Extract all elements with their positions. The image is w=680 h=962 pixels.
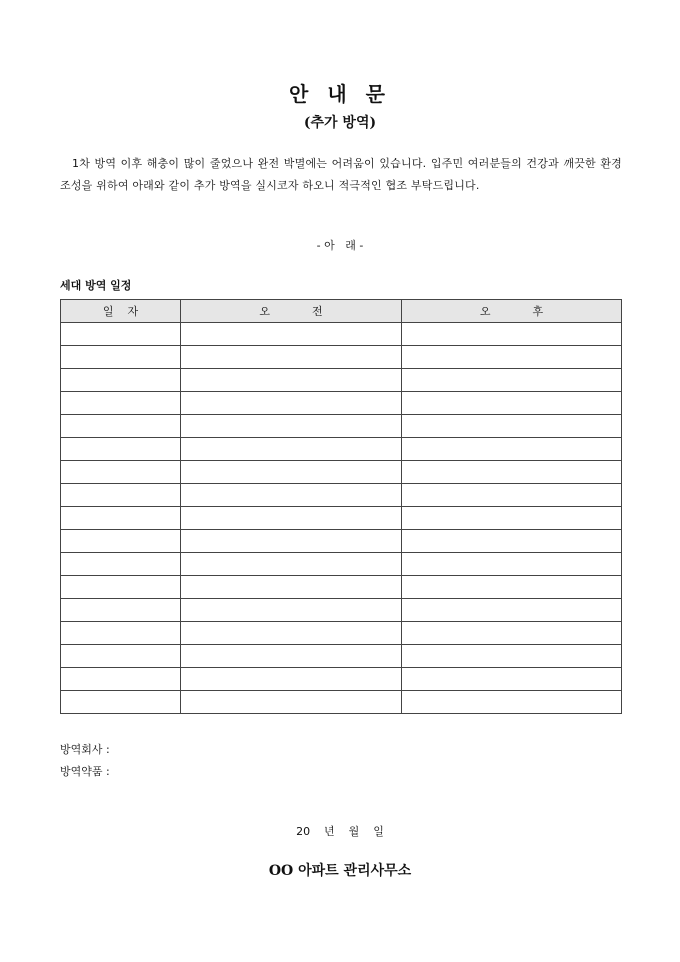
header-date: 일 자 — [61, 300, 181, 323]
cell-morning[interactable] — [181, 530, 402, 553]
arae-heading: - 아 래 - — [316, 239, 364, 252]
table-row — [61, 438, 622, 461]
cell-date[interactable] — [61, 369, 181, 392]
cell-afternoon[interactable] — [402, 576, 622, 599]
date-line: 20 년 월 일 — [296, 825, 384, 838]
table-row — [61, 576, 622, 599]
table-row — [61, 484, 622, 507]
cell-afternoon[interactable] — [402, 461, 622, 484]
cell-afternoon[interactable] — [402, 369, 622, 392]
notice-body: 1차 방역 이후 해충이 많이 줄었으나 완전 박멸에는 어려움이 있습니다. 입주민 여러분들의 건강과 깨끗한 환경 조성을 위하여 아래와 같이 추가 방역을 실시코자 하오니 적극적인 협조 부탁드립니다. — [60, 157, 622, 192]
cell-afternoon[interactable] — [402, 668, 622, 691]
page-subtitle: (추가 방역) — [303, 115, 377, 131]
cell-date[interactable] — [61, 323, 181, 346]
cell-morning[interactable] — [181, 392, 402, 415]
cell-morning[interactable] — [181, 691, 402, 714]
schedule-header-row — [61, 300, 622, 323]
cell-date[interactable] — [61, 461, 181, 484]
cell-afternoon[interactable] — [402, 599, 622, 622]
cell-date[interactable] — [61, 507, 181, 530]
table-row — [61, 622, 622, 645]
cell-date[interactable] — [61, 622, 181, 645]
page-title: 안 내 문 — [289, 82, 391, 106]
cell-afternoon[interactable] — [402, 691, 622, 714]
cell-morning[interactable] — [181, 645, 402, 668]
cell-afternoon[interactable] — [402, 645, 622, 668]
table-row — [61, 507, 622, 530]
cell-afternoon[interactable] — [402, 507, 622, 530]
cell-date[interactable] — [61, 668, 181, 691]
cell-afternoon[interactable] — [402, 392, 622, 415]
cell-morning[interactable] — [181, 369, 402, 392]
cell-morning[interactable] — [181, 668, 402, 691]
cell-afternoon[interactable] — [402, 346, 622, 369]
table-row — [61, 645, 622, 668]
chemical-label: 방역약품 : — [60, 765, 110, 778]
cell-date[interactable] — [61, 553, 181, 576]
schedule-title: 세대 방역 일정 — [60, 279, 132, 292]
cell-date[interactable] — [61, 484, 181, 507]
cell-morning[interactable] — [181, 484, 402, 507]
cell-morning[interactable] — [181, 507, 402, 530]
cell-date[interactable] — [61, 530, 181, 553]
cell-afternoon[interactable] — [402, 484, 622, 507]
cell-morning[interactable] — [181, 346, 402, 369]
cell-date[interactable] — [61, 415, 181, 438]
cell-date[interactable] — [61, 599, 181, 622]
cell-afternoon[interactable] — [402, 530, 622, 553]
table-row — [61, 369, 622, 392]
header-morning: 오 전 — [181, 300, 402, 323]
cell-morning[interactable] — [181, 553, 402, 576]
cell-date[interactable] — [61, 392, 181, 415]
table-row — [61, 553, 622, 576]
table-row — [61, 530, 622, 553]
header-afternoon: 오 후 — [402, 300, 622, 323]
cell-morning[interactable] — [181, 461, 402, 484]
cell-morning[interactable] — [181, 323, 402, 346]
cell-date[interactable] — [61, 576, 181, 599]
cell-morning[interactable] — [181, 576, 402, 599]
table-row — [61, 323, 622, 346]
cell-morning[interactable] — [181, 599, 402, 622]
schedule-table — [60, 299, 622, 714]
table-row — [61, 599, 622, 622]
cell-afternoon[interactable] — [402, 622, 622, 645]
table-row — [61, 461, 622, 484]
cell-date[interactable] — [61, 691, 181, 714]
cell-date[interactable] — [61, 645, 181, 668]
cell-morning[interactable] — [181, 622, 402, 645]
table-row — [61, 392, 622, 415]
company-label: 방역회사 : — [60, 743, 110, 756]
table-row — [61, 415, 622, 438]
cell-afternoon[interactable] — [402, 323, 622, 346]
schedule-body — [61, 323, 622, 714]
cell-date[interactable] — [61, 438, 181, 461]
table-row — [61, 346, 622, 369]
table-row — [61, 668, 622, 691]
cell-afternoon[interactable] — [402, 415, 622, 438]
table-row — [61, 691, 622, 714]
cell-afternoon[interactable] — [402, 553, 622, 576]
organization-name: OO 아파트 관리사무소 — [268, 863, 412, 879]
cell-date[interactable] — [61, 346, 181, 369]
cell-afternoon[interactable] — [402, 438, 622, 461]
cell-morning[interactable] — [181, 438, 402, 461]
cell-morning[interactable] — [181, 415, 402, 438]
